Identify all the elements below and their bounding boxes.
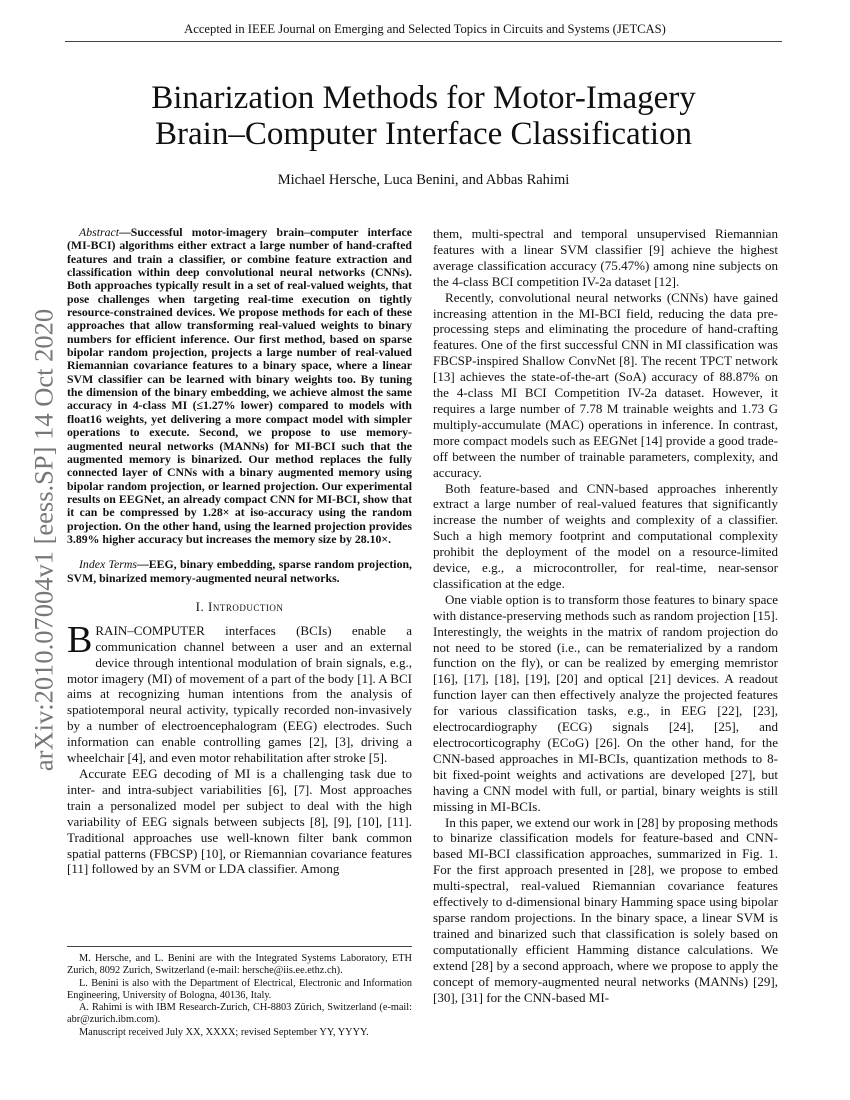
title-line-1: Binarization Methods for Motor-Imagery — [151, 80, 696, 116]
footnote-manuscript-dates: Manuscript received July XX, XXXX; revised September YY, YYYY. — [79, 1026, 369, 1038]
paper-title — [65, 80, 782, 152]
footnote-affiliation-2: L. Benini is also with the Department of Electrical, Electronic and Information Engineering, University of Bologna, 40136, Italy. — [67, 977, 412, 1001]
header-rule — [65, 41, 782, 42]
footnotes — [67, 946, 412, 1039]
index-terms-text: —EEG, binary embedding, sparse random projection, SVM, binarized memory-augmented neural networks. — [67, 557, 412, 585]
intro-paragraph-1 — [67, 618, 412, 766]
right-paragraph-5: In this paper, we extend our work in [28] by proposing methods to binarize classification models for feature-based and CNN-based MI-BCI classification approaches, summarized in Fig. 1. For the first approach presented in [28], we propose to embed multi-spectral, real-valued Riemannian covariance features effectively to d-dimensional binary Hamming space using bipolar sparse random projections. In the binary space, a linear SVM is trained and binarized such that classification is solely based on computationally efficient Hamming distance calculations. We extend [28] by a second approach, where we propose to apply the concept of memory-augmented neural networks (MANNs) [29], [30], [31] for the CNN-based MI- — [433, 814, 778, 1005]
abstract — [67, 226, 412, 546]
right-paragraph-1: them, multi-spectral and temporal unsupervised Riemannian features with a linear SVM classifier [9] achieve the highest average classification accuracy (75.47%) among nine subjects on the 4-class BCI competition IV-2a dataset [12]. — [433, 226, 778, 289]
footnote-affiliation-3: A. Rahimi is with IBM Research-Zurich, CH-8803 Zürich, Switzerland (e-mail: abr@zurich.ibm.com). — [67, 1002, 412, 1026]
footnote-affiliation-1: M. Hersche, and L. Benini are with the Integrated Systems Laboratory, ETH Zurich, 8092 Zurich, Switzerland (e-mail: hersche@iis.ee.ethz.ch). — [67, 953, 412, 977]
abstract-lead: Abstract — [79, 225, 119, 239]
right-paragraph-4: One viable option is to transform those features to binary space with distance-preserving methods such as random projection [15]. Interestingly, the weights in the matrix of random projection do not need to be stored (i.e., can be rematerialized by a random function on the fly), or can be realized by emerging memristor [16], [17], [18], [19], [20] and optical [21] devices. A readout function layer can then effectively analyze the projected features for various classification tasks, e.g., in EEG [22], [23], electrocardiography (ECG) signals [24], [25], and electrocorticography (ECoG) [26]. On the other hand, for the CNN-based approaches in MI-BCIs, quantization methods to 8-bit fixed-point weights and activations are developed [27], but having a CNN model with full, or partial, binary weights is still missing in MI-BCIs. — [433, 591, 778, 814]
drop-cap: B — [67, 618, 93, 661]
abstract-text: —Successful motor-imagery brain–computer interface (MI-BCI) algorithms either extract a large number of hand-crafted features and train a classifier, or combine feature extraction and classification within deep convolutional neural networks (CNNs). Both approaches typically result in a set of real-valued weights, that pose challenges when targeting real-time execution on tightly resource-constrained devices. We propose methods for each of these approaches that allow transforming real-valued weights to binary numbers for efficient inference. Our first method, based on sparse bipolar random projection, projects a large number of real-valued Riemannian covariance features to a binary space, where a linear SVM classifier can be learned with binary weights too. By tuning the dimension of the binary embedding, we achieve almost the same accuracy in 4-class MI (≤1.27% lower) compared to models with float16 weights, yet delivering a more compact model with simpler operations to execute. Second, we propose to use memory-augmented neural networks (MANNs) for MI-BCI such that the augmented memory is binarized. Our method replaces the fully connected layer of CNNs with a binary augmented memory using bipolar random projection, or learned projection. Our experimental results on EEGNet, an already compact CNN for MI-BCI, show that it can be compressed by 1.28× at iso-accuracy using the random projection. On the other hand, using the learned projection provides 3.89% higher accuracy but increases the memory size by 28.10×. — [67, 225, 412, 546]
section-heading-introduction: I. Introduction — [195, 598, 284, 614]
intro-paragraph-2: Accurate EEG decoding of MI is a challenging task due to inter- and intra-subject variabilities [6], [7]. Most approaches train a personalized model per subject to deal with the high variability of EEG signals between subjects [8], [9], [10], [11]. Traditional approaches use well-known filter bank common spatial patterns (FBCSP) [10], or Riemannian covariance features [11] followed by an SVM or LDA classifier. Among — [67, 766, 412, 877]
arxiv-identifier: arXiv:2010.07004v1 [eess.SP] 14 Oct 2020 — [28, 308, 59, 772]
right-column — [433, 226, 778, 1005]
left-column — [67, 226, 412, 877]
index-terms-lead: Index Terms — [79, 557, 137, 572]
running-header: Accepted in IEEE Journal on Emerging and Selected Topics in Circuits and Systems (JETCAS) — [184, 22, 666, 36]
author-list: Michael Hersche, Luca Benini, and Abbas Rahimi — [277, 172, 570, 188]
right-paragraph-2: Recently, convolutional neural networks (CNNs) have gained increasing attention in the MI-BCI field, reducing the data pre-processing steps and eliminating the procedure of hand-crafting features. One of the first successful CNN in MI classification was FBCSP-inspired Shallow ConvNet [8]. The recent TPCT network [13] achieves the state-of-the-art (SoA) accuracy of 88.87% on the 4-class MI BCI Competition IV-2a dataset. However, it requires a large number of 7.78 M trainable weights and 1.73 G multiply-accumulate (MAC) operations in inference. In contrast, more compact models such as EEGNet [14] provide a good trade-off between the number of trainable parameters, complexity, and accuracy. — [433, 289, 778, 480]
intro-paragraph-1-text: RAIN–COMPUTER interfaces (BCIs) enable a communication channel between a user and an external device through intentional modulation of brain signals, e.g., motor imagery (MI) of movement of a part of the body [1]. A BCI aims at recognizing human intentions from the analysis of spatiotemporal neural activity, typically recorded non-invasively by a number of electroencephalogram (EEG) electrodes. Such information can enable controlling games [2], [3], driving a wheelchair [4], and even motor rehabilitation after stroke [5]. — [67, 622, 412, 766]
title-line-2: Brain–Computer Interface Classification — [155, 116, 692, 152]
title-block — [65, 80, 782, 189]
right-paragraph-3: Both feature-based and CNN-based approaches inherently extract a large number of real-valued features that significantly increase the number of weights and complexity of a classifier. Such a high memory footprint and computational complexity prohibit the deployment of the model on a resource-limited device, e.g., a microcontroller, for real-time, near-sensor classification at the edge. — [433, 480, 778, 591]
index-terms — [67, 558, 412, 585]
